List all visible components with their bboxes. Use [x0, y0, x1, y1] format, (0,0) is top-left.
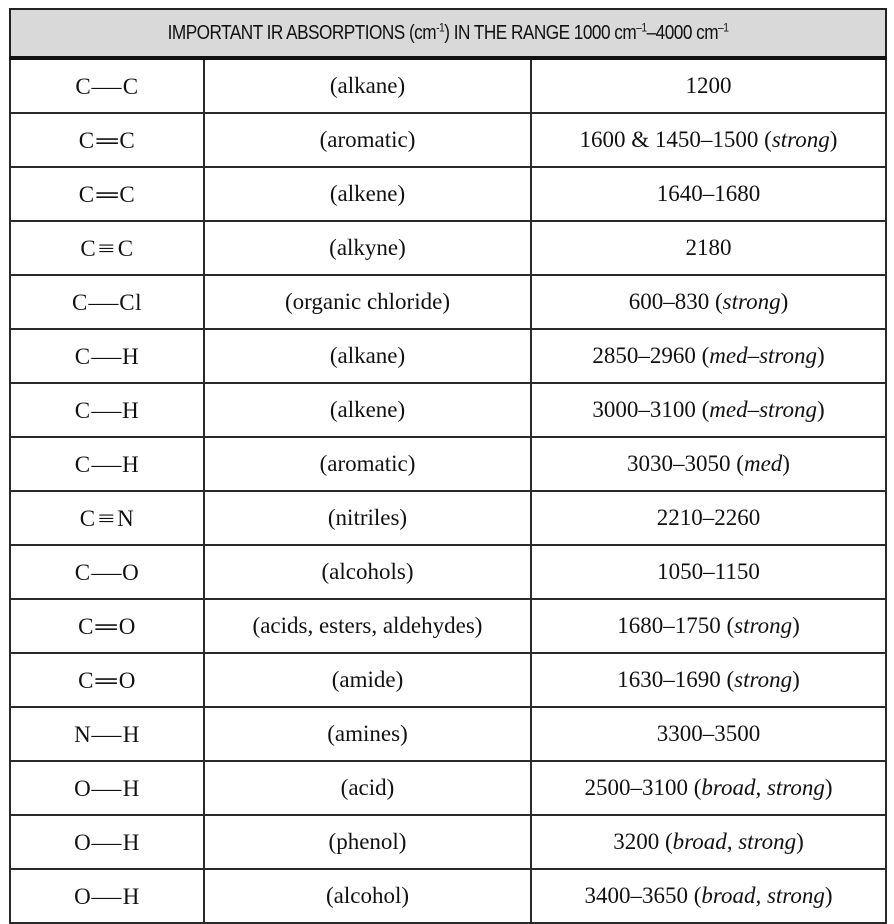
bond-atom-2: H [122, 343, 140, 369]
absorption-range-cell: 600–830 (strong) [531, 275, 886, 329]
bond-cell [10, 707, 204, 761]
bond-atom-2: Cl [119, 289, 143, 315]
table-title-row [10, 9, 886, 58]
absorption-range-cell [531, 545, 886, 599]
bond-cell [10, 599, 204, 653]
table-title [10, 9, 886, 58]
bond-atom-2: C [119, 127, 136, 153]
table-row [10, 113, 886, 167]
ir-absorption-table [9, 8, 887, 924]
bond-symbol: — [88, 289, 119, 315]
absorption-range-value: 2500–3100 [584, 775, 688, 800]
bond-cell [10, 653, 204, 707]
bond-symbol: — [91, 559, 122, 585]
bond-atom-1: C [78, 181, 95, 207]
table-row [10, 221, 886, 275]
table-row [10, 761, 886, 815]
absorption-intensity: broad, strong [701, 775, 825, 800]
absorption-range-value: 3300–3500 [656, 721, 761, 746]
absorption-intensity: med [743, 451, 783, 476]
absorption-range-cell: 3030–3050 (med) [531, 437, 886, 491]
bond-symbol: — [91, 829, 123, 855]
compound-type-cell: (acid) [204, 761, 531, 815]
compound-type-cell: (alkane) [204, 329, 531, 383]
absorption-intensity: strong [734, 613, 793, 638]
absorption-range-value: 1050–1150 [657, 559, 760, 584]
absorption-range-value: 3200 [613, 829, 660, 854]
absorption-intensity: strong [734, 667, 793, 692]
compound-type-cell: (acids, esters, aldehydes) [204, 599, 531, 653]
title-part: –4000 cm [646, 21, 718, 44]
bond-atom-1: C [78, 667, 94, 693]
bond-cell [10, 221, 204, 275]
bond-symbol: ═ [95, 667, 118, 693]
bond-cell [10, 815, 204, 869]
bond-atom-1: C [74, 451, 91, 477]
table-row [10, 599, 886, 653]
table-title-text [167, 19, 729, 45]
absorption-range-cell [531, 707, 886, 761]
absorption-range-value: 2850–2960 [592, 343, 696, 368]
table-row [10, 329, 886, 383]
bond-cell [10, 329, 204, 383]
absorption-range-value: 600–830 [628, 289, 710, 314]
bond-cell [10, 761, 204, 815]
compound-type-cell: (alkene) [204, 383, 531, 437]
compound-type-cell: (alcohols) [204, 545, 531, 599]
bond-cell [10, 869, 204, 923]
absorption-range-value: 3030–3050 [627, 451, 731, 476]
bond-cell [10, 275, 204, 329]
bond-atom-2: C [117, 235, 134, 261]
absorption-range-cell: 2850–2960 (med–strong) [531, 329, 886, 383]
absorption-intensity: broad, strong [701, 883, 825, 908]
bond-atom-1: C [74, 343, 91, 369]
table-row [10, 383, 886, 437]
compound-type-cell: (organic chloride) [204, 275, 531, 329]
bond-atom-2: C [119, 181, 136, 207]
absorption-intensity: strong [771, 127, 830, 152]
absorption-range-value: 2210–2260 [656, 505, 761, 530]
absorption-range-cell: 3400–3650 (broad, strong) [531, 869, 886, 923]
bond-atom-2: H [122, 451, 140, 477]
table-row [10, 275, 886, 329]
table-row [10, 58, 886, 113]
compound-type-cell: (alcohol) [204, 869, 531, 923]
bond-atom-1: N [74, 721, 92, 747]
bond-atom-2: C [122, 73, 139, 99]
compound-type-cell: (amide) [204, 653, 531, 707]
absorption-intensity: med–strong [709, 397, 818, 422]
bond-symbol: — [91, 883, 123, 909]
bond-atom-1: C [75, 73, 92, 99]
bond-symbol: — [91, 451, 122, 477]
bond-symbol: ═ [95, 613, 118, 639]
bond-atom-2: H [122, 721, 140, 747]
absorption-range-value: 1630–1690 [617, 667, 721, 692]
table-row [10, 167, 886, 221]
bond-atom-1: O [74, 829, 92, 855]
absorption-range-value: 1680–1750 [617, 613, 721, 638]
table-row [10, 545, 886, 599]
bond-atom-1: C [74, 397, 91, 423]
bond-atom-1: C [79, 505, 96, 531]
absorption-range-value: 3400–3650 [584, 883, 688, 908]
absorption-range-cell [531, 58, 886, 113]
bond-atom-2: H [122, 775, 140, 801]
compound-type-cell: (nitriles) [204, 491, 531, 545]
bond-symbol: — [91, 73, 123, 99]
bond-atom-2: N [117, 505, 135, 531]
bond-atom-1: C [78, 127, 95, 153]
absorption-range-cell: 3200 (broad, strong) [531, 815, 886, 869]
bond-atom-2: O [118, 667, 136, 693]
compound-type-cell: (aromatic) [204, 113, 531, 167]
compound-type-cell: (phenol) [204, 815, 531, 869]
bond-atom-1: O [74, 775, 92, 801]
bond-atom-1: C [80, 235, 97, 261]
title-superscript: -1 [436, 19, 445, 34]
bond-cell [10, 491, 204, 545]
absorption-range-cell: 1600 & 1450–1500 (strong) [531, 113, 886, 167]
bond-atom-2: H [122, 883, 140, 909]
bond-symbol: — [91, 397, 122, 423]
bond-atom-2: H [122, 829, 140, 855]
compound-type-cell: (alkene) [204, 167, 531, 221]
bond-symbol: — [91, 721, 123, 747]
bond-atom-1: C [74, 559, 91, 585]
absorption-range-cell: 1680–1750 (strong) [531, 599, 886, 653]
bond-cell [10, 167, 204, 221]
bond-cell [10, 383, 204, 437]
absorption-range-cell: 3000–3100 (med–strong) [531, 383, 886, 437]
bond-atom-2: H [122, 397, 140, 423]
absorption-range-value: 1200 [685, 73, 732, 98]
compound-type-cell: (alkane) [204, 58, 531, 113]
absorption-range-value: 2180 [685, 235, 732, 260]
bond-atom-1: C [78, 613, 94, 639]
bond-symbol: ≡ [98, 235, 116, 261]
absorption-range-cell [531, 221, 886, 275]
bond-symbol: — [91, 775, 123, 801]
compound-type-cell: (aromatic) [204, 437, 531, 491]
bond-atom-1: O [74, 883, 92, 909]
title-part: ) IN THE RANGE 1000 cm [444, 21, 637, 44]
table-row [10, 653, 886, 707]
table-row [10, 707, 886, 761]
table-row [10, 869, 886, 923]
absorption-range-cell [531, 167, 886, 221]
bond-symbol: — [91, 343, 122, 369]
table-row [10, 815, 886, 869]
title-part: IMPORTANT IR ABSORPTIONS (cm [167, 21, 437, 44]
absorption-range-value: 1640–1680 [656, 181, 761, 206]
bond-atom-1: C [71, 289, 88, 315]
bond-symbol: ═ [96, 181, 118, 207]
absorption-range-cell: 2500–3100 (broad, strong) [531, 761, 886, 815]
bond-cell [10, 545, 204, 599]
absorption-intensity: strong [722, 289, 781, 314]
bond-cell [10, 58, 204, 113]
title-superscript: –1 [636, 19, 647, 34]
absorption-range-cell [531, 491, 886, 545]
table-body [10, 58, 886, 923]
absorption-range-cell: 1630–1690 (strong) [531, 653, 886, 707]
table-row [10, 437, 886, 491]
compound-type-cell: (alkyne) [204, 221, 531, 275]
compound-type-cell: (amines) [204, 707, 531, 761]
bond-atom-2: O [122, 559, 140, 585]
bond-symbol: ≡ [97, 505, 116, 531]
bond-atom-2: O [118, 613, 136, 639]
title-superscript: –1 [717, 19, 729, 34]
bond-cell [10, 437, 204, 491]
table-row [10, 491, 886, 545]
bond-symbol: ═ [96, 127, 118, 153]
absorption-range-value: 1600 & 1450–1500 [579, 127, 759, 152]
bond-cell [10, 113, 204, 167]
absorption-range-value: 3000–3100 [592, 397, 696, 422]
absorption-intensity: med–strong [709, 343, 818, 368]
absorption-intensity: broad, strong [672, 829, 797, 854]
